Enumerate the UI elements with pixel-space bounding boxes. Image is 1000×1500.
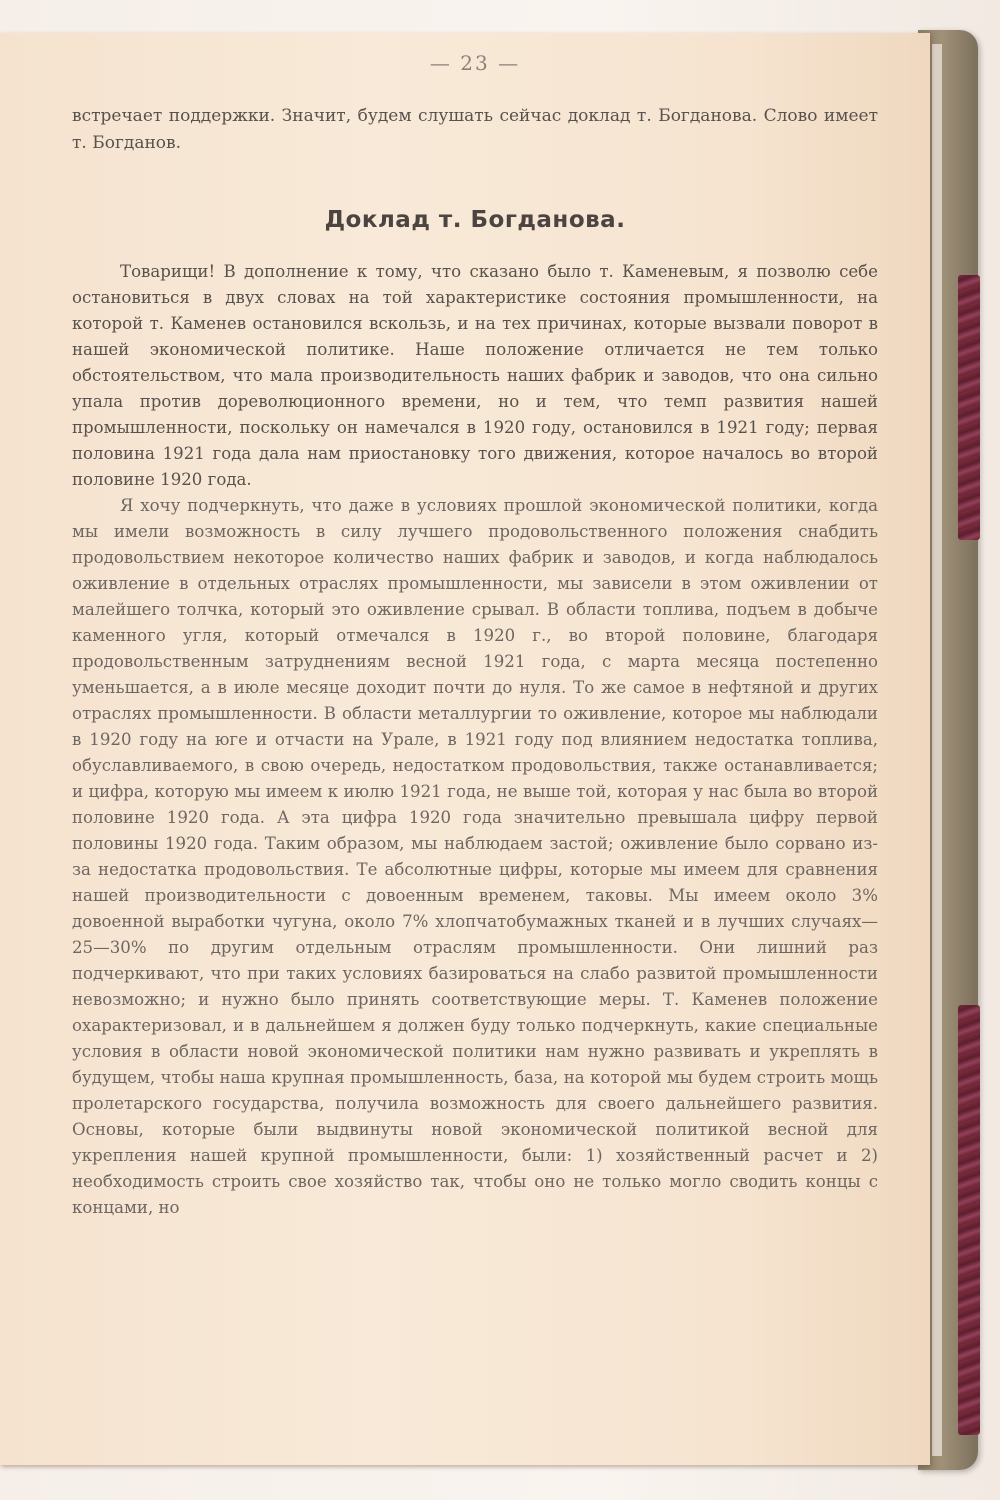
section-title: Доклад т. Богданова. — [324, 207, 626, 233]
book-spine-edge — [932, 44, 942, 1456]
page-number: — 23 — — [429, 51, 521, 75]
page-content — [72, 43, 878, 1221]
paragraph: Я хочу подчеркнуть, что даже в условиях прошлой экономической политики, когда мы имели возможность в силу лучшего продовольственного положения снабдить продовольствием некоторое количество наших фабрик и заводов, и когда наблюдалось оживление в отдельных отраслях промышленности, мы зависели в этом оживлении от малейшего толчка, который это оживление срывал. В области топлива, подъем в добыче каменного угля, который отмечался в 1920 г., во второй половине, благодаря продовольственным затруднениям весной 1921 года, с марта месяца постепенно уменьшается, а в июле месяце доходит почти до нуля. То же самое в нефтяной и других отраслях промышленности. В области металлургии то оживление, которое мы наблюдали в 1920 году на юге и отчасти на Урале, в 1921 году под влиянием недостатка топлива, обуславливаемого, в свою очередь, недостатком продовольствия, также останавливается; и цифра, которую мы имеем к июлю 1921 года, не выше той, которая у нас была во второй половине 1920 года. А эта цифра 1920 года значительно превышала цифру первой половины 1920 года. Таким образом, мы наблюдаем застой; оживление было сорвано из-за недостатка продовольствия. Те абсолютные цифры, которые мы имеем для сравнения нашей производительности с довоенным временем, таковы. Мы имеем около 3% довоенной выработки чугуна, около 7% хлопчатобумажных тканей и в лучших случаях—25—30% по другим отдельным отраслям промышленности. Они лишний раз подчеркивают, что при таких условиях базироваться на слабо развитой промышленности невозможно; и нужно было принять соответствующие меры. Т. Каменев положение охарактеризовал, и в дальнейшем я должен буду только подчеркнуть, какие специальные условия в области новой экономической политики нам нужно развивать и укреплять в будущем, чтобы наша крупная промышленность, база, на которой мы будем строить мощь пролетарского государства, получила возможность для своего дальнейшего развития. Основы, которые были выдвинуты новой экономической политикой весной для укрепления нашей крупной промышленности, были: 1) хозяйственный расчет и 2) необходимость строить свое хозяйство так, чтобы оно не только могло сводить концы с концами, но — [72, 496, 878, 1217]
marbled-edge-top — [958, 275, 980, 540]
book-page — [0, 33, 930, 1465]
intro-text: встречает поддержки. Значит, будем слушать сейчас доклад т. Богданова. Слово имеет т. Богданов. — [72, 106, 878, 153]
paragraph: Товарищи! В дополнение к тому, что сказано было т. Каменевым, я позволю себе остановиться в двух словах на той характеристике состояния промышленности, на которой т. Каменев остановился вскользь, и на тех причинах, которые вызвали поворот в нашей экономической политике. Наше положение отличается не тем только обстоятельством, что мала производительность наших фабрик и заводов, что она сильно упала против дореволюционного времени, но и тем, что темп развития нашей промышленности, поскольку он намечался в 1920 году, остановился в 1921 году; первая половина 1921 года дала нам приостановку того движения, которое началось во второй половине 1920 года. — [72, 262, 878, 489]
marbled-edge-bottom — [958, 1005, 980, 1435]
